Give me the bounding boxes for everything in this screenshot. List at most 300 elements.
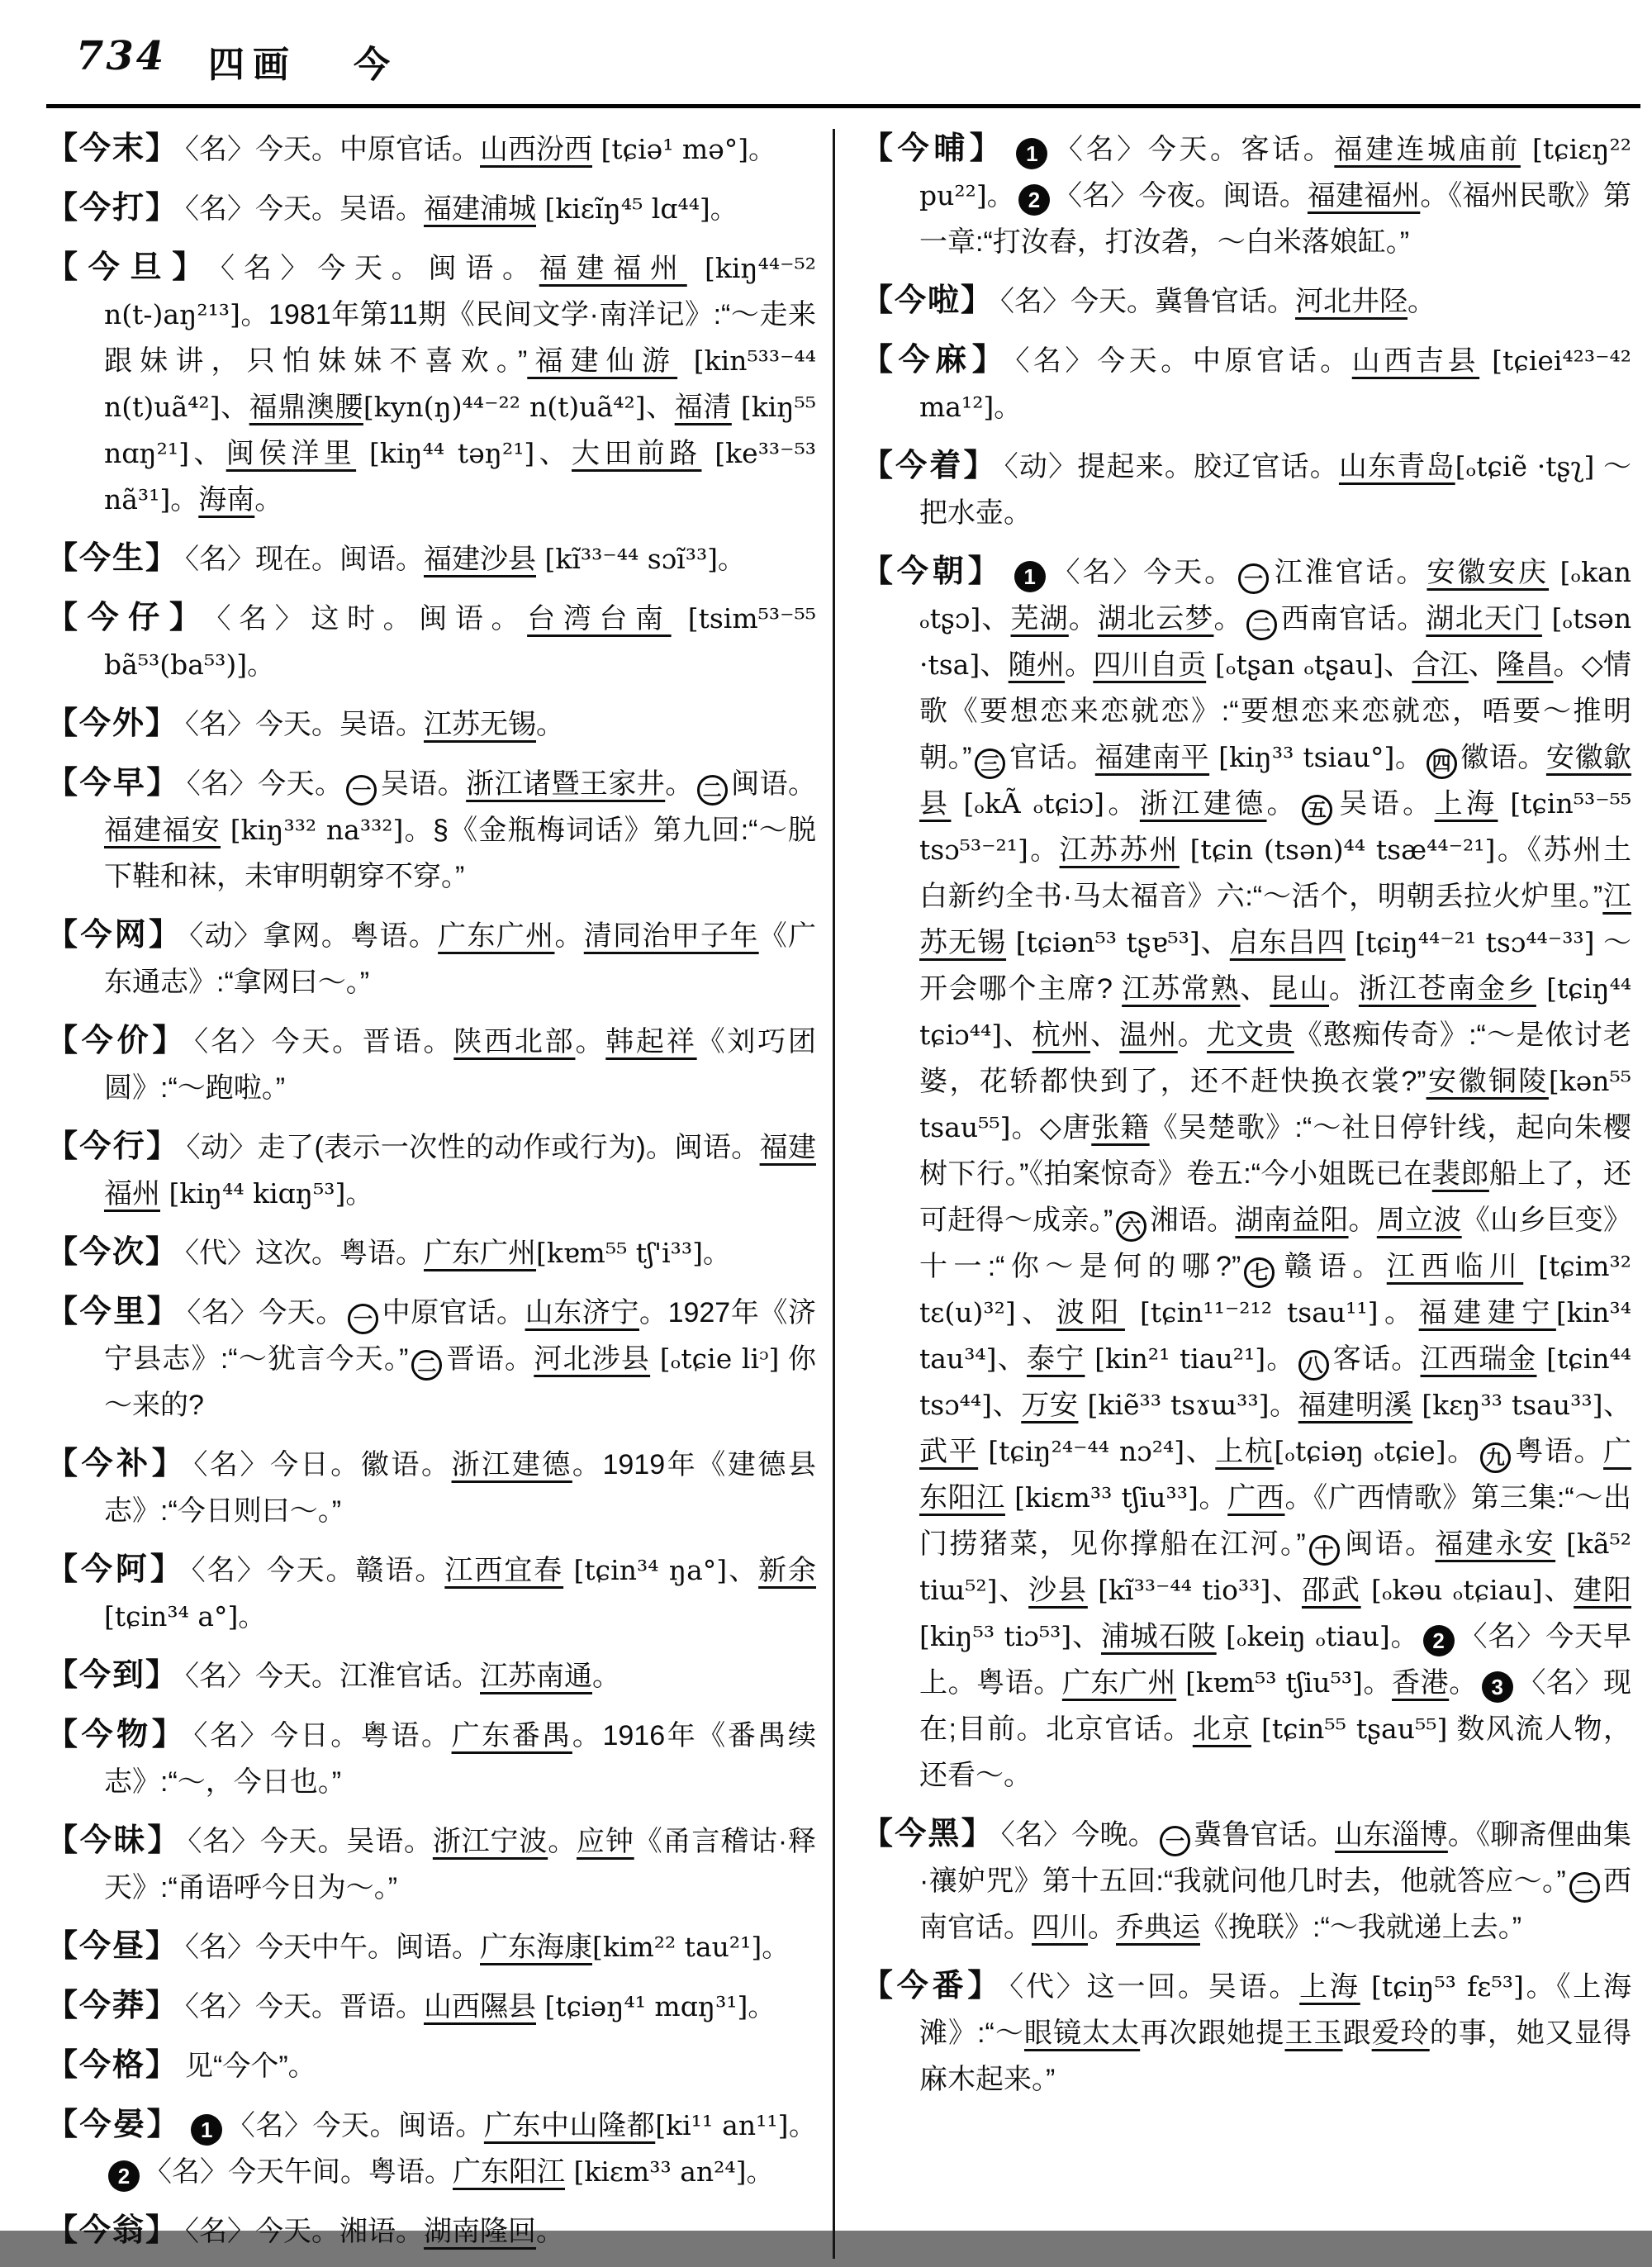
phonetic-transcription: [tɕiŋ⁴⁴⁻²¹ tsɔ⁴⁴⁻³³]: [1345, 926, 1595, 958]
entry-text: 〈名〉今天。: [186, 768, 344, 800]
headword: 【今到】: [46, 1658, 179, 1693]
entry-text: 的事，她又显得麻木起来。”: [919, 2017, 1632, 2095]
dict-entry: [862, 126, 1631, 265]
phonetic-transcription: [tɕiən⁵³ tʂɐ⁵³]: [1006, 926, 1200, 958]
proper-noun: 山东淄博: [1335, 1819, 1448, 1851]
proper-noun: 昆山: [1270, 973, 1330, 1005]
entry-text: 。《上海滩》:“～: [919, 1971, 1632, 2049]
proper-noun: 广东海康: [480, 1932, 593, 1963]
dict-entry: [46, 1923, 816, 1970]
subsense-circled-number: 三: [975, 749, 1005, 779]
entry-text: 。: [1213, 603, 1243, 634]
headword: 【今朝】: [862, 554, 1004, 589]
entry-text: 。《福州民歌》第一章:“打汝舂，打汝砻，～白米落娘缸。”: [919, 180, 1632, 258]
proper-noun: 安徽铜陵: [1426, 1066, 1549, 1097]
proper-noun: 泰宁: [1027, 1343, 1085, 1375]
headword: 【今着】: [862, 449, 998, 483]
proper-noun: 张籍: [1091, 1112, 1150, 1143]
headword: 【今生】: [46, 541, 179, 576]
phonetic-transcription: [ₒtɕiəŋ ₒtɕie]: [1274, 1435, 1446, 1467]
entry-text: 吴语。: [1335, 788, 1435, 820]
entry-text: 〈名〉今天。湘语。: [185, 2216, 425, 2247]
headword: 【今啦】: [862, 283, 995, 318]
proper-noun: 建阳: [1574, 1575, 1632, 1606]
phonetic-transcription: [kɐm⁵³ tʃiu⁵³]: [1176, 1666, 1363, 1699]
entry-text: 、: [1002, 1019, 1032, 1051]
proper-noun: 安徽安庆: [1427, 557, 1550, 588]
phonetic-transcription: [ₒkÃ ₒtɕiɔ]: [951, 787, 1105, 820]
sense-number-badge: 2: [1423, 1625, 1455, 1656]
entry-text: 。◇情歌《要想恋来恋就恋》:“要想恋来恋就恋，唔要～推明朝。”: [919, 649, 1632, 773]
proper-noun: 隆昌: [1497, 649, 1554, 681]
proper-noun: 上海: [1434, 788, 1498, 820]
proper-noun: 杭州: [1032, 1019, 1091, 1051]
headword: 【今莽】: [46, 1989, 179, 2023]
proper-noun: 裴郎: [1431, 1158, 1489, 1190]
phonetic-transcription: [kim²² tau²¹]。: [592, 1931, 790, 1963]
proper-noun: 福建永安: [1435, 1528, 1556, 1560]
proper-noun: 香港: [1392, 1667, 1450, 1699]
entry-text: 。《聊斋俚曲集·禳妒咒》第十五回:“我就问他几时去，他就答应～。”: [919, 1819, 1632, 1897]
phonetic-transcription: [ₒtɕiẽ ·tʂʅ]: [1455, 450, 1595, 482]
entry-text: 。: [1198, 1482, 1228, 1514]
proper-noun: 江西临川: [1386, 1251, 1524, 1282]
entry-text: 。: [1378, 1297, 1419, 1328]
dict-entry: [862, 278, 1631, 325]
proper-noun: 万安: [1021, 1390, 1079, 1421]
proper-noun: 邵武: [1301, 1575, 1361, 1606]
entry-text: 官话。: [1009, 742, 1095, 773]
entry-text: 〈名〉今天。吴语。: [185, 193, 425, 225]
entry-text: 跟: [1342, 2017, 1372, 2049]
proper-noun: 应钟: [577, 1826, 634, 1857]
entry-text: 〈代〉这一回。吴语。: [1009, 1971, 1300, 2003]
entry-text: 、: [188, 438, 226, 469]
proper-noun: 大田前路: [572, 438, 702, 469]
headword: 【今里】: [46, 1295, 181, 1329]
subsense-circled-number: 七: [1244, 1257, 1275, 1288]
page-header: [0, 15, 1652, 97]
headword: 【今昧】: [46, 1823, 182, 1858]
entry-text: 、: [727, 1555, 759, 1586]
phonetic-transcription: [kiŋ³³ tsiau°]。: [1209, 741, 1423, 773]
sense-number-badge: 1: [1014, 561, 1046, 592]
entry-text: 〈名〉这时。闽语。: [216, 603, 528, 634]
proper-noun: 周立波: [1376, 1205, 1462, 1236]
phonetic-transcription: [tɕin⁵³⁻⁵⁵ tsɔ⁵³⁻²¹]。: [919, 787, 1632, 866]
headword: 【今打】: [46, 191, 179, 226]
entry-text: 。: [254, 484, 283, 516]
proper-noun: 福建明溪: [1298, 1390, 1413, 1421]
phonetic-transcription: [kiŋ⁵³ tiɔ⁵³]: [919, 1620, 1072, 1652]
proper-noun: 福鼎澳腰: [249, 392, 363, 423]
proper-noun: 江苏无锡: [424, 709, 537, 740]
phonetic-transcription: [tɕiei⁴²³⁻⁴² ma¹²]。: [919, 345, 1632, 423]
entry-text: 《刘巧团圆》:“～跑啦。”: [104, 1026, 817, 1104]
entry-text: 、: [980, 649, 1009, 681]
entry-text: 〈名〉今夜。闽语。: [1053, 180, 1308, 211]
proper-noun: 乔典运: [1116, 1912, 1200, 1943]
dict-entry: [46, 595, 816, 688]
entry-text: 〈名〉今天。闽语。: [221, 253, 539, 284]
entry-text: 《广东通志》:“拿网曰～。”: [104, 920, 817, 998]
entry-text: 。: [548, 1826, 577, 1857]
entry-text: 。《苏州土白新约全书·马太福音》六:“～活个，明朝丢拉火炉里。”: [919, 834, 1631, 912]
entry-text: 吴语。: [380, 768, 467, 800]
proper-noun: 眼镜太太: [1023, 2017, 1141, 2049]
dict-entry: [46, 1289, 816, 1428]
dict-entry: [46, 912, 816, 1005]
proper-noun: 浙江宁波: [432, 1826, 548, 1857]
entry-text: 、: [1270, 1575, 1302, 1606]
phonetic-transcription: [kiŋ⁵⁵ nɑŋ²¹]: [104, 391, 817, 469]
proper-noun: 广西: [1227, 1482, 1285, 1514]
proper-noun: 闽侯洋里: [225, 438, 357, 469]
proper-noun: 湖南益阳: [1235, 1205, 1349, 1236]
entry-text: 〈名〉今天。中原官话。: [1015, 345, 1352, 377]
proper-noun: 山东青岛: [1338, 451, 1455, 482]
entry-text: 徽语。: [1460, 742, 1546, 773]
entry-text: 〈动〉走了(表示一次性的动作或行为)。闽语。: [186, 1132, 760, 1163]
entry-text: 。: [1269, 1390, 1298, 1421]
entry-text: 。: [665, 768, 694, 800]
phonetic-transcription: [ₒtɕie liᵓ]: [650, 1343, 780, 1375]
proper-noun: 沙县: [1028, 1575, 1088, 1606]
entry-text: 中原官话。: [382, 1297, 525, 1328]
phonetic-transcription: [tɕim³² tɛ(u)³²]: [919, 1250, 1632, 1328]
entry-text: 〈名〉今天午间。粤语。: [144, 2156, 453, 2188]
entry-text: 。: [1408, 286, 1436, 317]
dict-entry: [46, 1229, 816, 1276]
headword: 【今行】: [46, 1129, 180, 1164]
headword: 【今物】: [46, 1718, 188, 1752]
entry-text: §《金瓶梅词话》第九回:“～脱下鞋和袜，未审明朝穿不穿。”: [104, 815, 816, 892]
dict-entry: [862, 1811, 1631, 1951]
head-character: 今: [354, 45, 398, 85]
headword: 【今黑】: [862, 1817, 995, 1851]
phonetic-transcription: [kən⁵⁵ tsau⁵⁵]。: [919, 1065, 1631, 1143]
phonetic-transcription: [ₒkeiŋ ₒtiau]。: [1216, 1620, 1419, 1652]
entry-text: 。: [1446, 1436, 1477, 1467]
proper-noun: 安徽歙县: [919, 742, 1632, 820]
entry-text: 、: [997, 1575, 1029, 1606]
right-column: [862, 126, 1631, 2267]
proper-noun: 武平: [919, 1436, 979, 1467]
phonetic-transcription: [kiɛm³³ an²⁴]。: [565, 2155, 774, 2188]
dict-entry: [46, 535, 816, 582]
entry-text: 。: [1362, 1667, 1393, 1699]
entry-text: 、: [1090, 1019, 1120, 1051]
phonetic-transcription: [tɕiŋ⁵³ fɛ⁵³]: [1360, 1970, 1524, 2003]
dict-entry: [46, 1124, 816, 1217]
proper-noun: 浦城石陂: [1101, 1621, 1217, 1652]
phonetic-transcription: [kyn(ŋ)⁴⁴⁻²² n(t)uã⁴²]: [363, 391, 646, 423]
dict-entry: [46, 2102, 816, 2195]
entry-text: 客话。: [1332, 1343, 1421, 1375]
phonetic-transcription: [kĩ³³⁻⁴⁴ tio³³]: [1087, 1574, 1271, 1606]
entry-text: 〈名〉今晚。: [1000, 1819, 1156, 1851]
dict-entry: [46, 1547, 816, 1640]
entry-text: 〈名〉现在。闽语。: [185, 544, 425, 575]
entry-text: 〈动〉提起来。胶辽官话。: [1004, 451, 1339, 482]
proper-noun: 合江: [1412, 649, 1469, 681]
entry-text: 再次跟她提: [1140, 2017, 1285, 2049]
entry-text: 。: [575, 1026, 606, 1057]
entry-text: 〈名〉今天。晋语。: [185, 1991, 425, 2022]
entry-text: 〈名〉今天。闽语。: [226, 2110, 484, 2141]
proper-noun: 福建福州: [539, 253, 687, 284]
subsense-circled-number: 一: [348, 1304, 378, 1334]
proper-noun: 浙江建德: [451, 1449, 572, 1480]
proper-noun: 广东广州: [424, 1238, 537, 1269]
proper-noun: 福建福州: [1307, 180, 1421, 211]
entry-text: 赣语。: [1278, 1251, 1387, 1282]
entry-text: 。: [1065, 649, 1094, 681]
entry-text: 、: [1602, 1390, 1632, 1421]
proper-noun: 山东济宁: [525, 1297, 639, 1328]
entry-text: 。: [536, 709, 565, 740]
proper-noun: 河北井陉: [1295, 286, 1408, 317]
proper-noun: 广东阳江: [919, 1436, 1632, 1514]
phonetic-transcription: [ₒtsən ·tsa]: [919, 602, 1632, 681]
headword: 【今仔】: [46, 601, 211, 635]
subsense-circled-number: 十: [1309, 1535, 1340, 1566]
entry-text: 西南官话。: [919, 1865, 1631, 1943]
subsense-circled-number: 二: [697, 775, 728, 806]
entry-text: 冀鲁官话。: [1193, 1819, 1336, 1851]
entry-text: 西南官话。: [1279, 603, 1427, 634]
proper-noun: 王玉: [1284, 2017, 1343, 2049]
proper-noun: 福建沙县: [424, 544, 537, 575]
phonetic-transcription: [ki¹¹ an¹¹]。: [655, 2109, 817, 2141]
phonetic-transcription: [kin⁵³³⁻⁴⁴ n(t)uã⁴²]: [104, 345, 817, 423]
entry-text: 〈名〉今日。粤语。: [193, 1720, 452, 1751]
subsense-circled-number: 五: [1302, 795, 1332, 825]
entry-text: 、: [1468, 649, 1498, 681]
proper-noun: 江苏南通: [480, 1661, 593, 1692]
phonetic-transcription: [tɕin³⁴ ŋa°]: [563, 1554, 728, 1586]
proper-noun: 清同治甲子年: [583, 920, 759, 952]
proper-noun: 新余: [758, 1555, 817, 1586]
headword: 【今麻】: [862, 343, 1009, 378]
subsense-circled-number: 六: [1116, 1211, 1146, 1242]
proper-noun: 山西吉县: [1351, 345, 1480, 377]
entry-text: 、: [1015, 1297, 1056, 1328]
proper-noun: 尤文贵: [1207, 1019, 1294, 1051]
entry-text: 、: [1383, 649, 1412, 681]
proper-noun: 福建连城庙前: [1334, 134, 1521, 165]
proper-noun: 随州: [1008, 649, 1066, 681]
entry-text: 、: [980, 603, 1011, 634]
entry-text: 。1916年《番禺续志》:“～，今日也。”: [104, 1720, 817, 1798]
proper-noun: 四川自贡: [1093, 649, 1207, 681]
entry-text: 见“今个”。: [185, 2051, 316, 2082]
subsense-circled-number: 二: [411, 1350, 442, 1381]
entry-text: 《吴楚歌》:“～社日停针线，起向朱樱树下行。”《拍案惊奇》卷五:“今小姐既已在: [919, 1112, 1631, 1190]
proper-noun: 海南: [198, 484, 255, 516]
subsense-circled-number: 二: [1246, 610, 1277, 640]
proper-noun: 山西汾西: [480, 134, 593, 165]
entry-text: 。: [1177, 1019, 1207, 1051]
phonetic-transcription: [kiŋ⁴⁴⁻⁵² n(t-)aŋ²¹³]。: [104, 252, 816, 330]
sense-number-badge: 2: [108, 2160, 140, 2192]
entry-text: 《甬言稽诂·释天》:“甬语呼今日为～。”: [104, 1826, 817, 1903]
proper-noun: 河北涉县: [534, 1343, 651, 1375]
column-divider: [833, 129, 835, 2259]
proper-noun: 广东番禺: [451, 1720, 572, 1751]
entry-text: 《山乡巨变》十一:“你～是何的哪?”: [919, 1205, 1632, 1282]
phonetic-transcription: [tɕin¹¹⁻²¹² tsau¹¹]: [1124, 1296, 1379, 1328]
proper-noun: 浙江诸暨王家井: [466, 768, 666, 800]
dict-entry: [46, 2208, 816, 2255]
proper-noun: 台湾台南: [527, 603, 672, 634]
entry-text: 。《广西情歌》第三集:“～出门捞猪菜，见你撑船在江河。”: [919, 1482, 1631, 1560]
phonetic-transcription: [kiŋ⁴⁴ təŋ²¹]: [356, 437, 535, 469]
proper-noun: 上海: [1299, 1971, 1360, 2003]
entry-text: 〈名〉今天早上。粤语。: [919, 1621, 1632, 1699]
phonetic-transcription: [tɕin (tsən)⁴⁴ tsæ⁴⁴⁻²¹]: [1179, 834, 1496, 866]
subsense-circled-number: 八: [1298, 1350, 1329, 1381]
entry-text: 。: [536, 2216, 565, 2247]
dict-entry: [862, 443, 1631, 536]
entry-text: 〈名〉现在;目前。北京官话。: [919, 1667, 1632, 1745]
columns-container: [46, 126, 1644, 2267]
proper-noun: 广东阳江: [453, 2156, 565, 2188]
entry-text: 〈名〉今天。江淮官话。: [185, 1661, 481, 1692]
entry-text: 。: [1266, 788, 1298, 820]
proper-noun: 江苏常熟: [1122, 973, 1241, 1005]
entry-text: 、: [996, 1343, 1027, 1375]
entry-text: 。: [1068, 603, 1098, 634]
headword: 【今昼】: [46, 1929, 179, 1964]
proper-noun: 福建仙游: [527, 345, 678, 377]
proper-noun: 浙江建德: [1139, 788, 1267, 820]
subsense-circled-number: 二: [1569, 1872, 1600, 1903]
proper-noun: 湖南隆回: [424, 2216, 537, 2247]
dict-entry: [862, 549, 1631, 1799]
proper-noun: 福建南平: [1094, 742, 1210, 773]
entry-text: 、: [1240, 973, 1270, 1005]
headword: 【今阿】: [46, 1552, 185, 1587]
phonetic-transcription: [kɐm⁵⁵ tʃ'i³³]。: [536, 1237, 730, 1269]
proper-noun: 福清: [674, 392, 732, 423]
dict-entry: [46, 1712, 816, 1805]
proper-noun: 上杭: [1215, 1436, 1275, 1467]
entry-text: 闽语。: [1342, 1528, 1436, 1560]
dict-entry: [46, 245, 816, 523]
entry-text: 〈名〉今天。吴语。: [185, 709, 425, 740]
proper-noun: 浙江苍南金乡: [1358, 973, 1536, 1005]
headword: 【今翁】: [46, 2213, 179, 2248]
headword: 【今晏】: [46, 2108, 181, 2142]
proper-noun: 山西隰县: [424, 1991, 537, 2022]
phonetic-transcription: [tɕin³⁴ a°]。: [104, 1600, 266, 1633]
entry-text: 〈代〉这次。粤语。: [185, 1238, 425, 1269]
entry-text: 〈动〉拿网。粤语。: [189, 920, 439, 952]
entry-text: 〈名〉今天。客话。: [1051, 134, 1335, 165]
entry-text: 〈名〉今天。: [187, 1297, 344, 1328]
phonetic-transcription: [tɕin⁴⁴ tsɔ⁴⁴]: [919, 1343, 1632, 1421]
entry-text: 船上了，还可赶得～成亲。”: [919, 1158, 1632, 1236]
phonetic-transcription: [tɕiəŋ⁴¹ mɑŋ³¹]。: [536, 1990, 776, 2022]
entry-text: 〈名〉今天。: [1049, 557, 1235, 588]
proper-noun: 广东广州: [438, 920, 555, 952]
entry-text: 、: [645, 392, 675, 423]
proper-noun: 芜湖: [1010, 603, 1069, 634]
headword: 【今番】: [862, 1969, 1004, 2003]
phonetic-transcription: [tɕin⁵⁵ tʂau⁵⁵]: [1251, 1713, 1448, 1745]
headword: 【今次】: [46, 1235, 179, 1270]
entry-text: 、: [534, 438, 572, 469]
entry-text: 。: [1348, 1205, 1377, 1236]
entry-text: 、: [1542, 1575, 1574, 1606]
dict-entry: [46, 126, 816, 173]
proper-noun: 湖北云梦: [1097, 603, 1214, 634]
phonetic-transcription: [ₒkan ₒtʂɔ]: [919, 556, 1632, 634]
header-rule: [46, 104, 1640, 108]
proper-noun: 福建福州: [104, 1132, 816, 1210]
stroke-section-label: 四画: [208, 45, 297, 85]
proper-noun: 江苏苏州: [1059, 834, 1180, 866]
headword: 【今价】: [46, 1024, 188, 1058]
headword: 【今末】: [46, 131, 179, 166]
phonetic-transcription: [kĩ³³⁻⁴⁴ sɔĩ³³]。: [536, 543, 746, 575]
entry-text: 〈名〉今日。徽语。: [193, 1449, 452, 1480]
proper-noun: 福建建宁: [1418, 1297, 1556, 1328]
phonetic-transcription: [kɛŋ³³ tsau³³]: [1412, 1389, 1603, 1421]
headword: 【今晡】: [862, 131, 1006, 166]
headword: 【今网】: [46, 918, 183, 953]
phonetic-transcription: [ₒtʂan ₒtʂau]: [1206, 649, 1384, 681]
sense-number-badge: 2: [1018, 184, 1050, 216]
proper-noun: 启东吕四: [1229, 927, 1346, 958]
entry-text: 。1919年《建德县志》:“今日则曰～。”: [104, 1449, 817, 1527]
entry-text: 闽语。: [730, 768, 817, 800]
entry-text: 、: [1184, 1436, 1216, 1467]
sense-number-badge: 1: [191, 2114, 222, 2146]
dict-entry: [46, 1818, 816, 1911]
subsense-circled-number: 一: [346, 775, 377, 806]
entry-text: 。1927年《济宁县志》:“～犹言今天。”: [104, 1297, 817, 1375]
proper-noun: 江苏无锡: [919, 881, 1632, 958]
phonetic-transcription: [tɕiə¹ mə°]。: [592, 133, 776, 165]
subsense-circled-number: 四: [1427, 749, 1457, 779]
proper-noun: 福建浦城: [424, 193, 537, 225]
headword: 【今补】: [46, 1447, 188, 1481]
entry-text: 。: [1104, 788, 1140, 820]
entry-text: 、: [1071, 1621, 1101, 1652]
proper-noun: 江西宜春: [444, 1555, 564, 1586]
sense-number-badge: 3: [1482, 1671, 1513, 1703]
entry-text: ～开会哪个主席?: [919, 927, 1631, 1005]
proper-noun: 波阳: [1056, 1297, 1125, 1328]
phonetic-transcription: [kiŋ⁴⁴ kiɑŋ⁵³]。: [160, 1177, 373, 1210]
sense-number-badge: 1: [1016, 138, 1047, 169]
headword: 【今旦】: [46, 250, 214, 285]
subsense-circled-number: 一: [1160, 1826, 1190, 1856]
entry-text: 。: [554, 920, 584, 952]
entry-text: 、: [220, 392, 249, 423]
proper-noun: 四川: [1032, 1912, 1088, 1943]
phonetic-transcription: [ₒkəu ₒtɕiau]: [1360, 1574, 1543, 1606]
headword: 【今外】: [46, 706, 179, 741]
proper-noun: 广东中山隆都: [483, 2110, 656, 2141]
left-column: [46, 126, 816, 2267]
entry-text: 。: [1329, 973, 1359, 1005]
phonetic-transcription: [kin³⁴ tau³⁴]: [919, 1296, 1632, 1375]
headword: 【今早】: [46, 766, 180, 801]
dict-entry: [46, 1018, 816, 1111]
